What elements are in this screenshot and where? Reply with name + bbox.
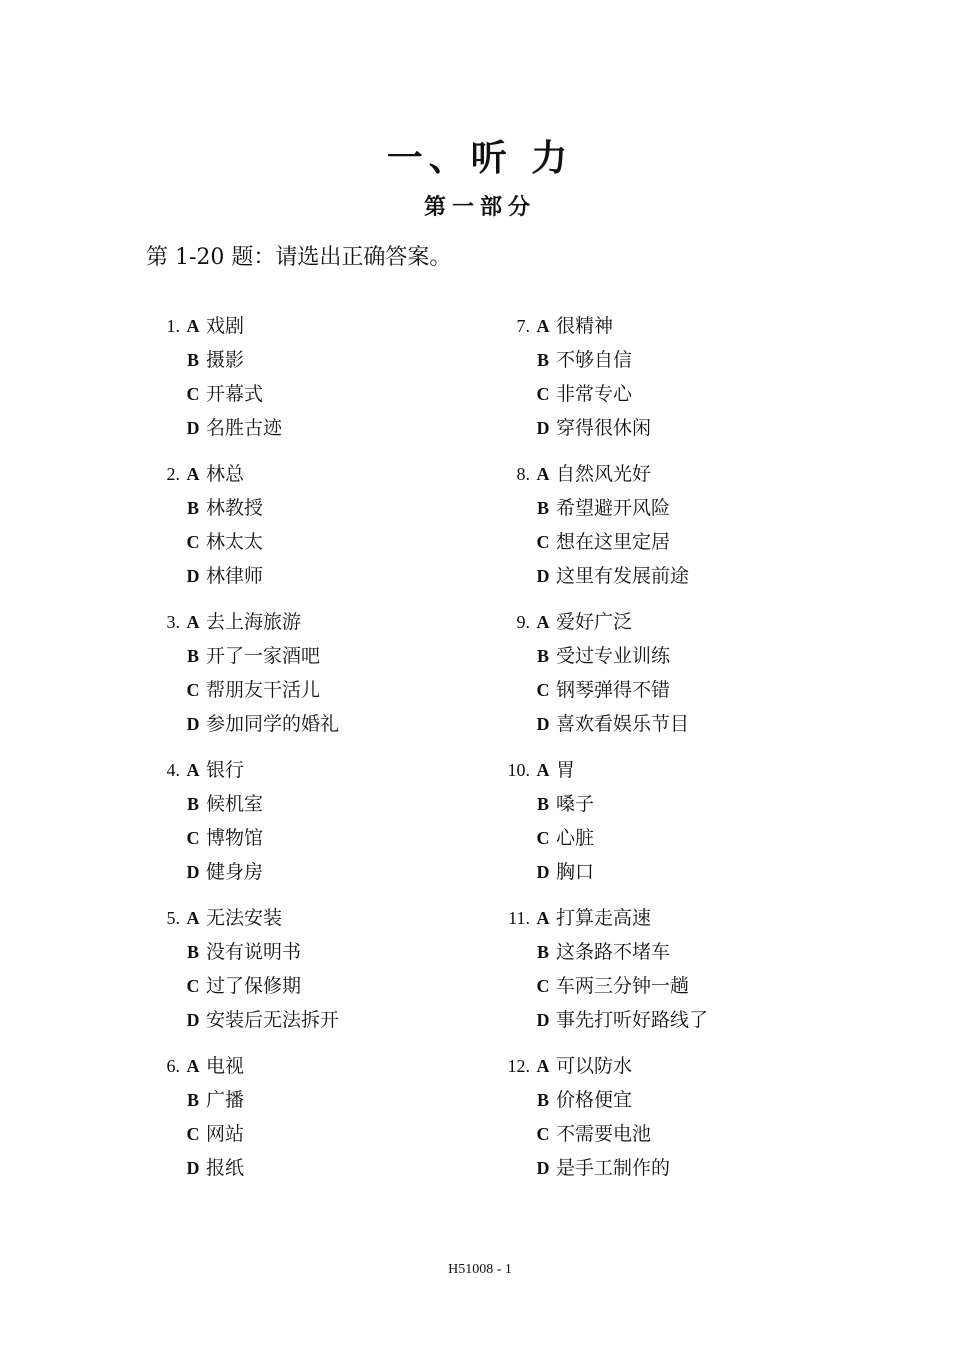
option-text: 自然风光好 <box>556 463 652 485</box>
option-letter: B <box>186 942 199 962</box>
section-title: 一、听 力 <box>386 137 574 179</box>
page-footer: H51008 - 1 <box>448 1262 512 1277</box>
option-text: 参加同学的婚礼 <box>206 713 340 735</box>
option-letter: C <box>186 384 200 404</box>
option-letter: D <box>186 1010 200 1030</box>
option-letter: A <box>536 612 550 632</box>
option-letter: B <box>186 646 199 666</box>
option-text: 可以防水 <box>556 1055 633 1077</box>
answer-option <box>140 643 500 677</box>
answer-option <box>140 495 500 529</box>
option-text: 电视 <box>206 1055 245 1077</box>
answer-option <box>490 563 850 597</box>
option-letter: D <box>536 418 550 438</box>
option-letter: D <box>186 862 200 882</box>
option-letter: B <box>536 794 549 814</box>
question-number: 12. <box>507 1056 530 1076</box>
answer-option <box>490 859 850 893</box>
option-text: 安装后无法拆开 <box>206 1009 340 1031</box>
option-text: 车两三分钟一趟 <box>556 975 690 997</box>
answer-option <box>140 711 500 745</box>
question-item <box>140 313 500 461</box>
question-number: 3. <box>166 612 180 632</box>
question-item <box>490 461 850 609</box>
answer-option <box>140 905 500 939</box>
answer-option <box>490 791 850 825</box>
part-title: 第一部分 <box>423 194 536 220</box>
option-letter: A <box>536 464 550 484</box>
option-letter: C <box>186 828 200 848</box>
option-letter: D <box>536 862 550 882</box>
option-text: 希望避开风险 <box>556 497 671 519</box>
answer-option <box>140 529 500 563</box>
option-letter: D <box>186 418 200 438</box>
question-number: 2. <box>166 464 180 484</box>
answer-option <box>490 1155 850 1189</box>
option-text: 网站 <box>206 1123 245 1145</box>
answer-option <box>140 973 500 1007</box>
option-letter: B <box>186 350 199 370</box>
answer-option <box>490 711 850 745</box>
option-text: 开幕式 <box>206 383 264 405</box>
question-item <box>490 905 850 1053</box>
option-text: 是手工制作的 <box>556 1157 671 1179</box>
option-letter: C <box>536 680 550 700</box>
option-text: 非常专心 <box>556 383 633 405</box>
option-text: 候机室 <box>206 793 264 815</box>
option-letter: A <box>536 760 550 780</box>
option-letter: D <box>186 566 200 586</box>
option-letter: C <box>186 976 200 996</box>
option-text: 银行 <box>206 759 245 781</box>
option-text: 帮朋友干活儿 <box>206 679 321 701</box>
question-number: 6. <box>166 1056 180 1076</box>
option-text: 胸口 <box>556 861 595 883</box>
option-letter: C <box>536 828 550 848</box>
answer-option <box>140 347 500 381</box>
option-letter: B <box>186 498 199 518</box>
option-text: 受过专业训练 <box>556 645 671 667</box>
answer-option <box>140 381 500 415</box>
option-letter: B <box>536 646 549 666</box>
option-letter: B <box>536 1090 549 1110</box>
answer-option <box>490 1053 850 1087</box>
option-text: 博物馆 <box>206 827 264 849</box>
answer-option <box>140 1053 500 1087</box>
option-text: 林太太 <box>206 531 264 553</box>
option-text: 广播 <box>206 1089 245 1111</box>
question-number: 5. <box>166 908 180 928</box>
option-text: 林律师 <box>206 565 264 587</box>
option-text: 价格便宜 <box>556 1089 633 1111</box>
option-letter: D <box>536 1010 550 1030</box>
answer-option <box>140 313 500 347</box>
answer-option <box>490 677 850 711</box>
option-text: 打算走高速 <box>556 907 652 929</box>
option-letter: C <box>186 1124 200 1144</box>
answer-option <box>490 1007 850 1041</box>
option-text: 钢琴弹得不错 <box>556 679 671 701</box>
answer-option <box>490 825 850 859</box>
option-letter: A <box>186 316 200 336</box>
option-letter: A <box>186 908 200 928</box>
question-column-right <box>490 313 850 1201</box>
option-text: 很精神 <box>556 315 614 337</box>
answer-option <box>490 347 850 381</box>
option-text: 没有说明书 <box>206 941 302 963</box>
question-item <box>490 757 850 905</box>
option-letter: B <box>186 794 199 814</box>
answer-option <box>490 495 850 529</box>
answer-option <box>140 1007 500 1041</box>
option-letter: C <box>186 532 200 552</box>
option-letter: D <box>186 714 200 734</box>
answer-option <box>140 825 500 859</box>
answer-option <box>490 381 850 415</box>
option-text: 健身房 <box>206 861 264 883</box>
answer-option <box>140 563 500 597</box>
answer-option <box>140 859 500 893</box>
question-column-left <box>140 313 500 1201</box>
option-text: 爱好广泛 <box>556 611 633 633</box>
option-letter: C <box>186 680 200 700</box>
answer-option <box>490 1121 850 1155</box>
answer-option <box>490 313 850 347</box>
option-text: 想在这里定居 <box>556 531 671 553</box>
question-item <box>140 609 500 757</box>
question-number: 9. <box>516 612 530 632</box>
question-item <box>140 1053 500 1201</box>
answer-option <box>490 643 850 677</box>
answer-option <box>490 415 850 449</box>
answer-option <box>140 791 500 825</box>
answer-option <box>490 939 850 973</box>
question-number: 10. <box>507 760 530 780</box>
option-text: 开了一家酒吧 <box>206 645 321 667</box>
option-letter: A <box>536 316 550 336</box>
question-item <box>490 313 850 461</box>
question-number: 11. <box>508 908 530 928</box>
question-item <box>140 757 500 905</box>
question-number: 8. <box>516 464 530 484</box>
option-text: 林教授 <box>206 497 264 519</box>
option-letter: B <box>186 1090 199 1110</box>
option-letter: C <box>536 532 550 552</box>
option-text: 报纸 <box>206 1157 245 1179</box>
answer-option <box>490 609 850 643</box>
question-number: 4. <box>166 760 180 780</box>
option-letter: D <box>536 714 550 734</box>
answer-option <box>140 415 500 449</box>
answer-option <box>140 1155 500 1189</box>
option-text: 无法安装 <box>206 907 283 929</box>
option-letter: D <box>536 1158 550 1178</box>
question-number: 1. <box>166 316 180 336</box>
option-letter: A <box>186 464 200 484</box>
answer-option <box>140 461 500 495</box>
option-letter: A <box>536 1056 550 1076</box>
option-letter: A <box>186 612 200 632</box>
option-letter: B <box>536 498 549 518</box>
answer-option <box>490 529 850 563</box>
option-text: 不够自信 <box>556 349 633 371</box>
option-text: 喜欢看娱乐节目 <box>556 713 690 735</box>
question-number: 7. <box>516 316 530 336</box>
option-letter: B <box>536 942 549 962</box>
option-text: 戏剧 <box>206 315 245 337</box>
option-letter: D <box>186 1158 200 1178</box>
option-text: 胃 <box>556 759 576 781</box>
option-text: 名胜古迹 <box>206 417 283 439</box>
answer-option <box>490 461 850 495</box>
option-text: 过了保修期 <box>206 975 302 997</box>
option-text: 这条路不堵车 <box>556 941 671 963</box>
question-item <box>140 905 500 1053</box>
option-text: 去上海旅游 <box>206 611 302 633</box>
option-text: 穿得很休闲 <box>556 417 652 439</box>
option-letter: D <box>536 566 550 586</box>
question-item <box>490 1053 850 1201</box>
option-text: 事先打听好路线了 <box>556 1009 709 1031</box>
option-letter: B <box>536 350 549 370</box>
option-letter: A <box>536 908 550 928</box>
option-text: 心脏 <box>556 827 595 849</box>
answer-option <box>490 973 850 1007</box>
answer-option <box>490 905 850 939</box>
answer-option <box>490 1087 850 1121</box>
question-item <box>490 609 850 757</box>
answer-option <box>140 757 500 791</box>
option-letter: A <box>186 1056 200 1076</box>
answer-option <box>140 1087 500 1121</box>
option-text: 林总 <box>206 463 245 485</box>
instruction: 第 1-20 题：请选出正确答案。 <box>146 245 452 270</box>
answer-option <box>140 677 500 711</box>
answer-option <box>140 609 500 643</box>
option-text: 这里有发展前途 <box>556 565 690 587</box>
answer-option <box>490 757 850 791</box>
option-text: 摄影 <box>206 349 245 371</box>
option-letter: C <box>536 1124 550 1144</box>
option-letter: A <box>186 760 200 780</box>
option-letter: C <box>536 384 550 404</box>
option-letter: C <box>536 976 550 996</box>
option-text: 不需要电池 <box>556 1123 652 1145</box>
option-text: 嗓子 <box>556 793 595 815</box>
answer-option <box>140 939 500 973</box>
question-item <box>140 461 500 609</box>
answer-option <box>140 1121 500 1155</box>
